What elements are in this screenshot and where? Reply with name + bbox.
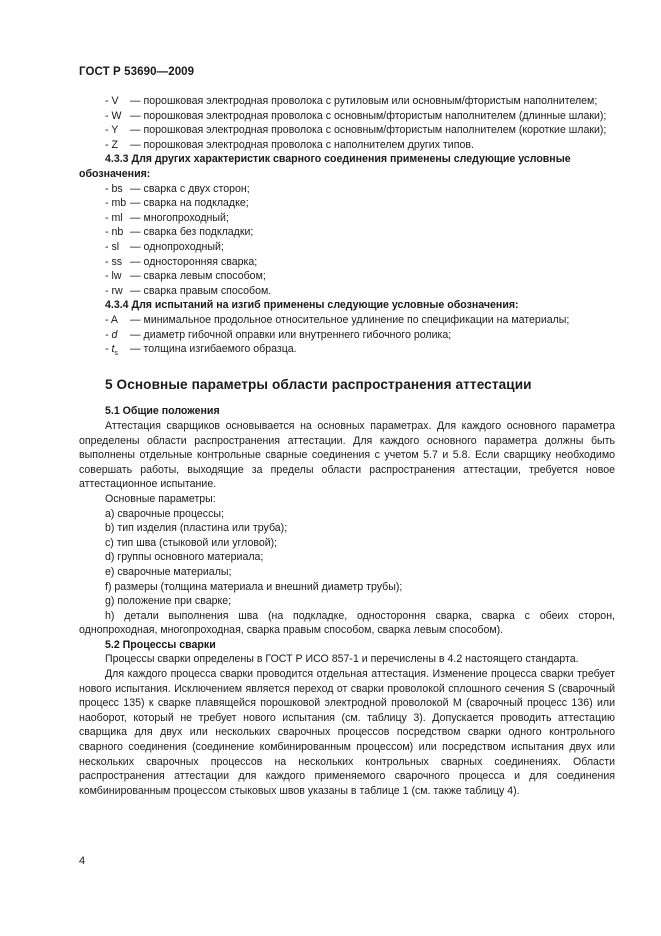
- list-desc: — сварка на подкладке;: [130, 197, 249, 210]
- list-code: - rw: [105, 284, 123, 297]
- parameter-item: a) сварочные процессы;: [105, 507, 224, 520]
- parameter-item: c) тип шва (стыковой или угловой);: [105, 536, 278, 549]
- list-code: - nb: [105, 226, 124, 239]
- list-code: [79, 342, 130, 362]
- parameter-item: g) положение при сварке;: [105, 595, 232, 608]
- clause-4-3-4: [79, 298, 615, 313]
- list-code: - Z: [105, 138, 118, 151]
- parameter-item: f) размеры (толщина материала и внешний диаметр трубы);: [105, 580, 403, 593]
- list-item: [79, 328, 615, 343]
- list-desc: — порошковая электродная проволока с основным/фтористым наполнителем (длинные шлаки);: [130, 109, 607, 122]
- joint-code-list: [79, 182, 615, 299]
- parameter-item: d) группы основного материала;: [105, 551, 264, 564]
- list-code: - ml: [105, 211, 123, 224]
- list-item: [79, 211, 615, 226]
- parameter-item: b) тип изделия (пластина или труба);: [105, 522, 288, 535]
- subsection-5-1-paragraph: Аттестация сварщиков основывается на основных параметрах. Для каждого основного параметра определены области распространения аттестации. Для каждого основного параметра должны быть выполнены отдельные контрольные сварные соединения с учетом 5.7 и 5.8. Если сварщику необходимо совершать работы, выходящие за пределы области распространения аттестации, требуется новое аттестационное испытание.: [79, 419, 615, 491]
- list-code: - W: [105, 109, 122, 122]
- list-desc: — односторонняя сварка;: [130, 255, 258, 268]
- list-code-subscript: s: [114, 350, 118, 358]
- list-desc: — толщина изгибаемого образца.: [130, 343, 297, 356]
- list-item: [79, 182, 615, 197]
- list-code: - bs: [105, 182, 123, 195]
- list-item: [79, 94, 615, 109]
- list-code: - ss: [105, 255, 123, 268]
- section-5-title: 5 Основные параметры области распространения аттестации: [105, 376, 532, 392]
- list-item: [79, 196, 615, 211]
- list-code-base: - t: [105, 343, 115, 356]
- clause-number: 4.3.4: [105, 299, 129, 312]
- list-desc: — минимальное продольное относительное удлинение по спецификации на материалы;: [130, 313, 570, 326]
- list-item: [79, 123, 615, 138]
- page-number: 4: [79, 855, 86, 867]
- list-code: - V: [105, 95, 119, 107]
- list-item: [79, 109, 615, 124]
- list-desc: — сварка правым способом.: [130, 284, 272, 297]
- list-item: [79, 138, 615, 153]
- list-desc: — многопроходный;: [130, 211, 229, 224]
- list-code: - A: [105, 313, 118, 326]
- list-code: - d: [105, 328, 118, 341]
- list-item: [79, 284, 615, 299]
- list-desc: — диаметр гибочной оправки или внутреннего гибочного ролика;: [130, 328, 452, 341]
- list-desc: — сварка левым способом;: [130, 270, 266, 283]
- clause-number: 4.3.3: [105, 153, 129, 166]
- list-desc: — сварка без подкладки;: [130, 226, 254, 239]
- bend-test-code-list: [79, 313, 615, 362]
- list-desc: — порошковая электродная проволока с рутиловым или основным/фтористым наполнителем;: [130, 95, 598, 107]
- parameter-item: e) сварочные материалы;: [105, 565, 232, 578]
- filler-code-list: [79, 94, 615, 152]
- list-desc: — однопроходный;: [130, 240, 224, 253]
- subsection-5-1-heading: 5.1 Общие положения: [105, 405, 220, 418]
- clause-text: Для других характеристик сварного соединения применены следующие условные обозначения:: [79, 153, 571, 180]
- list-desc: — сварка с двух сторон;: [130, 182, 250, 195]
- list-item: [79, 269, 615, 284]
- list-item: [79, 313, 615, 328]
- subsection-5-2-heading: 5.2 Процессы сварки: [105, 638, 216, 651]
- subsection-5-2-paragraph-2: Для каждого процесса сварки проводится отдельная аттестация. Изменение процесса сварки требует нового испытания. Исключением является переход от сварки проволокой сплошного сечения S (сварочный процесс 135) к сварке плавящейся порошковой электродной проволокой М (сварочный процесс 136) или наоборот, который не требует нового испытания (см. таблицу 3). Допускается проводить аттестацию сварщика для двух или нескольких сварочных процессов посредством сварки одного контрольного сварного соединения (соединение комбинированным процессом) или посредством испытания двух или нескольких сварочных процессов на нескольких контрольных сварных соединениях. Области распространения аттестации для каждого применяемого сварочного процесса и для соединения комбинированным процессом стыковых швов указаны в таблице 1 (см. также таблицу 4).: [79, 668, 615, 797]
- parameters-list: [79, 507, 615, 638]
- document-header: ГОСТ Р 53690—2009: [79, 66, 195, 78]
- clause-4-3-3: [79, 152, 615, 181]
- list-item: [79, 225, 615, 240]
- subsection-5-2-paragraph-1: Процессы сварки определены в ГОСТ Р ИСО 857-1 и перечислены в 4.2 настоящего стандарта.: [105, 653, 579, 666]
- list-code: - Y: [105, 124, 119, 137]
- clause-text: Для испытаний на изгиб применены следующие условные обозначения:: [131, 299, 519, 312]
- document-body: [79, 94, 615, 798]
- list-code: - sl: [105, 240, 120, 253]
- list-desc: — порошковая электродная проволока с основным/фтористым наполнителем (короткие шлаки);: [130, 124, 607, 137]
- list-code: - mb: [105, 197, 127, 210]
- list-item: [79, 342, 615, 362]
- list-item: [79, 240, 615, 255]
- parameter-item: h) детали выполнения шва (на подкладке, одностороння сварка, сварка с обеих сторон, однопроходная, многопроходная, сварка правым способом, сварка левым способом).: [79, 609, 615, 637]
- parameters-intro: Основные параметры:: [105, 492, 216, 505]
- list-item: [79, 255, 615, 270]
- list-desc: — порошковая электродная проволока с наполнителем других типов.: [130, 138, 474, 151]
- list-code: - lw: [105, 270, 122, 283]
